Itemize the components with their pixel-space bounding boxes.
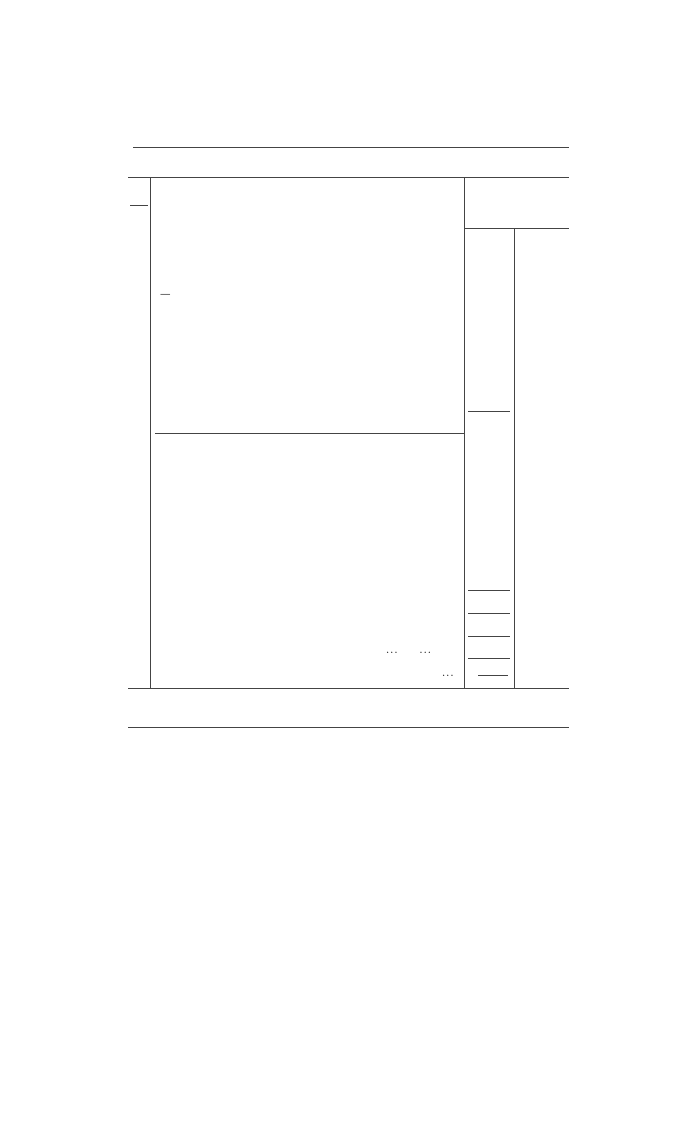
total-column-rule bbox=[514, 228, 515, 688]
class-total-rule bbox=[128, 727, 569, 728]
house-heading: — bbox=[160, 288, 171, 300]
year-header-rule bbox=[464, 228, 569, 229]
title-rule bbox=[133, 147, 569, 148]
vote-total-dash bbox=[478, 675, 508, 676]
amount-column-rule bbox=[464, 177, 465, 688]
second-session-rule bbox=[468, 658, 510, 659]
table-bottom-rule bbox=[128, 688, 569, 689]
leader-dots: ... ... bbox=[386, 645, 432, 656]
officers-rule bbox=[155, 433, 464, 434]
combined-subtotal-rule bbox=[468, 613, 510, 614]
table-top-rule bbox=[128, 177, 569, 178]
salaries-subtotal-rule bbox=[468, 411, 510, 412]
item-column-rule bbox=[150, 177, 151, 688]
leader-dots: ... bbox=[442, 668, 455, 679]
item-header-rule bbox=[130, 205, 148, 206]
other-subtotal-rule bbox=[468, 590, 510, 591]
combined-subtotal-rule-lower bbox=[468, 636, 510, 637]
